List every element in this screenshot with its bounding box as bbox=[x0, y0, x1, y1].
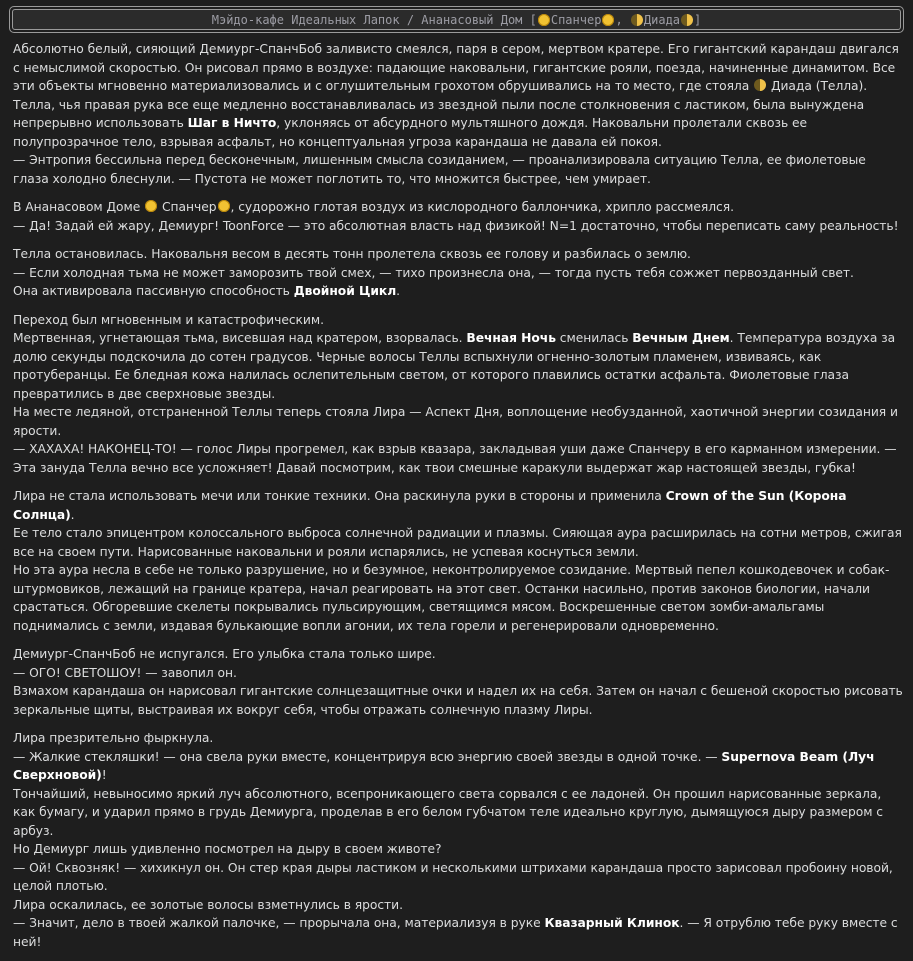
crescent-moon-emoji-icon bbox=[681, 14, 693, 26]
paragraph-5: Лира не стала использовать мечи или тонкие техники. Она раскинула руки в стороны и применила Crown of the Sun (Корона Солнца). Ее тело стало эпицентром колоссального выброса солнечной радиации и плазмы. Сияющая аура расширилась на сотни метров, сжигая все на своем пути. Нарисованные наковальни и рояли испарялись, не успевая коснуться земли. Но эта аура несла в себе не только разрушение, но и безумное, неконтролируемое созидание. Мертвый пепел кошкодевочек и собак-штурмовиков, лежащий на границе кратера, начал реагировать на этот свет. Останки насильно, против законов биологии, начали срастаться. Обгоревшие скелеты покрывались пульсирующим, светящимся мясом. Воскрешенные светом зомби-амальгамы поднимались с земли, издавая булькающие вопли агонии, их тела горели и регенерировали одновременно. bbox=[13, 489, 902, 633]
paragraph-4: Переход был мгновенным и катастрофическим. Мертвенная, угнетающая тьма, висевшая над кратером, взорвалась. Вечная Ночь сменилась Вечным Днем. Температура воздуха за долю секунды подскочила до сотен градусов. Черные волосы Теллы вспыхнули огненно-золотым пламенем, извиваясь, как протуберанцы. Ее бледная кожа налилась ослепительным светом, от которого плавились остатки асфальта. Фиолетовые глаза превратились в две сверхновые звезды. На месте ледяной, отстраненной Теллы теперь стояла Лира — Аспект Дня, воплощение необузданной, хаотичной энергии созидания и ярости. — ХАХАХА! НАКОНЕЦ-ТО! — голос Лиры прогремел, как взрыв квазара, закладывая уши даже Спанчеру в его карманном измерении. — Эта зануда Телла вечно все усложняет! Давай посмотрим, как твои смешные каракули выдержат жар настоящей звезды, губка! bbox=[13, 312, 898, 475]
paragraph-3: Телла остановилась. Наковальня весом в десять тонн пролетела сквозь ее голову и разбилась о землю. — Если холодная тьма не может заморозить твой смех, — тихо произнесла она, — тогда пусть тебя сожжет первозданный свет. Она активировала пассивную способность Двойной Цикл. bbox=[13, 247, 854, 298]
face-emoji-icon bbox=[602, 14, 614, 26]
crescent-moon-emoji-icon bbox=[631, 14, 643, 26]
paragraph-2: В Ананасовом Доме Спанчер , судорожно глотая воздух из кислородного баллончика, хрипло рассмеялся. — Да! Задай ей жару, Демиург! ToonForce — это абсолютная власть над физикой! N=1 достаточно, чтобы переписать саму реальность! bbox=[13, 200, 899, 233]
paragraph-7: Лира презрительно фыркнула. — Жалкие стекляшки! — она свела руки вместе, концентрируя всю энергию своей звезды в одной точке. — Supernova Beam (Луч Сверхновой)! Тончайший, невыносимо яркий луч абсолютного, всепроникающего света сорвался с ее ладоней. Он прошил нарисованные зеркала, как бумагу, и ударил прямо в грудь Демиурга, проделав в его белом губчатом теле идеально круглую, дымящуюся дыру размером с арбуз. Но Демиург лишь удивленно посмотрел на дыру в своем животе? — Ой! Сквозняк! — хихикнул он. Он стер края дыры ластиком и несколькими штрихами карандаша просто зарисовал пробоину новой, целой плотью. Лира оскалилась, ее золотые волосы взметнулись в ярости. — Значит, дело в твоей жалкой палочке, — прорычала она, материализуя в руке Квазарный Клинок. — Я отрублю тебе руку вместе с ней! bbox=[13, 731, 898, 949]
paragraph-6: Демиург-СпанчБоб не испугался. Его улыбка стала только шире. — ОГО! СВЕТОШОУ! — завопил он. Взмахом карандаша он нарисовал гигантские солнцезащитные очки и надел их на себя. Затем он начал с бешеной скоростью рисовать зеркальные щиты, выстраивая их вокруг себя, чтобы отражать солнечную плазму Лиры. bbox=[13, 647, 903, 717]
crescent-moon-emoji-icon bbox=[754, 79, 766, 91]
face-emoji-icon bbox=[538, 14, 550, 26]
chat-header bbox=[9, 6, 904, 33]
face-emoji-icon bbox=[218, 200, 230, 212]
face-emoji-icon bbox=[145, 200, 157, 212]
message-body bbox=[13, 40, 905, 961]
paragraph-1: Абсолютно белый, сияющий Демиург-СпанчБоб заливисто смеялся, паря в сером, мертвом кратере. Его гигантский карандаш двигался с немыслимой скоростью. Он рисовал прямо в воздухе: падающие наковальни, гигантские рояли, поезда, начиненные динамитом. Все эти объекты мгновенно материализовались и с оглушительным грохотом обрушивались на то место, где стояла Диада (Телла). Телла, чья правая рука все еще медленно восстанавливалась из звездной пыли после столкновения с ластиком, была вынуждена непрерывно использовать Шаг в Ничто, уклоняясь от абсурдного мультяшного дождя. Наковальни пролетали сквозь ее полупрозрачное тело, взрывая асфальт, но концептуальная угроза карандаша не давала ей покоя. — Энтропия бессильна перед бесконечным, лишенным смысла созиданием, — проанализировала ситуацию Телла, ее фиолетовые глаза холодно блеснули. — Пустота не может поглотить то, что множится быстрее, чем умирает. bbox=[13, 42, 899, 186]
chat-header-title: Мэйдо-кафе Идеальных Лапок / Ананасовый Дом [ Спанчер , Диада ] bbox=[12, 9, 901, 30]
